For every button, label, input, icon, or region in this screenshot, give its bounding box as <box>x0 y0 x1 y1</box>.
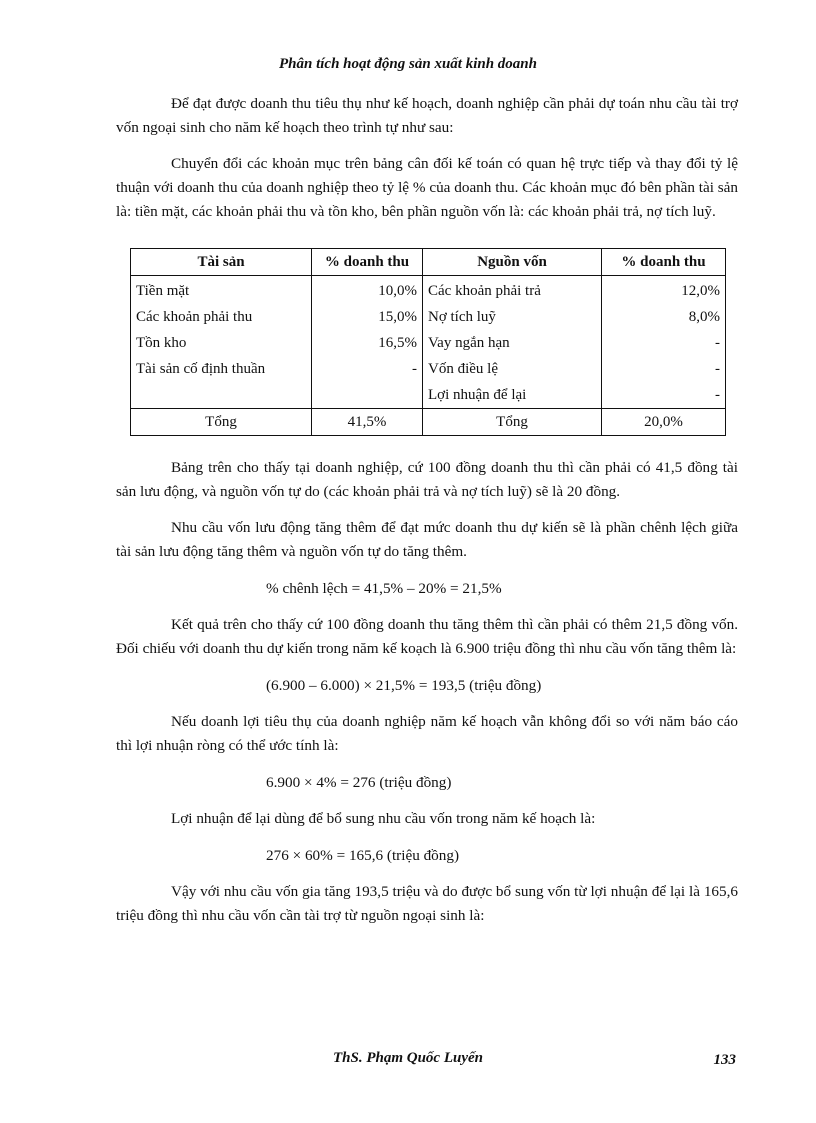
paragraph-retained-earnings: Lợi nhuận để lại dùng để bổ sung nhu cầu vốn trong năm kế hoạch là: <box>171 810 596 827</box>
asset-source-table <box>130 248 726 436</box>
table-row <box>131 356 726 382</box>
asset-name: Tài sản cố định thuần <box>131 356 312 382</box>
source-pct: - <box>602 382 726 409</box>
source-pct: 12,0% <box>602 276 726 305</box>
paragraph-table-summary: Bảng trên cho thấy tại doanh nghiệp, cứ 100 đồng doanh thu thì cần phải có 41,5 đồng tài sản lưu động, và nguồn vốn tự do (các khoản phải trả và nợ tích luỹ) sẽ là 20 đồng. <box>116 459 738 500</box>
table-row <box>131 276 726 305</box>
asset-pct: - <box>312 356 423 382</box>
source-name: Nợ tích luỹ <box>423 304 602 330</box>
page-number: 133 <box>713 1052 736 1068</box>
paragraph-intro: Để đạt được doanh thu tiêu thụ như kế hoạch, doanh nghiệp cần phải dự toán nhu cầu tài trợ vốn ngoại sinh cho năm kế hoạch theo trình tự như sau: <box>116 95 738 136</box>
paragraph-result: Kết quả trên cho thấy cứ 100 đồng doanh thu tăng thêm thì cần phải có thêm 21,5 đồng vốn. Đối chiếu với doanh thu dự kiến trong năm kế koạch là 6.900 triệu đồng thì nhu cầu vốn tăng thêm là: <box>116 616 738 657</box>
asset-name: Tiền mặt <box>131 276 312 305</box>
formula-difference: % chênh lệch = 41,5% – 20% = 21,5% <box>266 580 502 597</box>
asset-name <box>131 382 312 409</box>
page-body <box>116 92 738 928</box>
total-asset-label: Tổng <box>131 409 312 436</box>
formula-capital-increase: (6.900 – 6.000) × 21,5% = 193,5 (triệu đồng) <box>266 677 542 694</box>
source-name: Các khoản phải trả <box>423 276 602 305</box>
header-assets: Tài sản <box>131 249 312 276</box>
asset-pct: 16,5% <box>312 330 423 356</box>
table-row <box>131 330 726 356</box>
running-header: Phân tích hoạt động sản xuất kinh doanh <box>278 56 537 72</box>
header-asset-pct: % doanh thu <box>312 249 423 276</box>
source-name: Vốn điều lệ <box>423 356 602 382</box>
paragraph-working-capital: Nhu cầu vốn lưu động tăng thêm để đạt mức doanh thu dự kiến sẽ là phần chênh lệch giữa tài sản lưu động tăng thêm và nguồn vốn tự do tăng thêm. <box>116 519 738 560</box>
header-source-pct: % doanh thu <box>602 249 726 276</box>
asset-pct: 15,0% <box>312 304 423 330</box>
header-sources: Nguồn vốn <box>423 249 602 276</box>
source-name: Lợi nhuận để lại <box>423 382 602 409</box>
asset-pct: 10,0% <box>312 276 423 305</box>
table-row <box>131 304 726 330</box>
table-total-row <box>131 409 726 436</box>
paragraph-external-financing: Vậy với nhu cầu vốn gia tăng 193,5 triệu và do được bổ sung vốn từ lợi nhuận để lại là 165,6 triệu đồng thì nhu cầu vốn cần tài trợ từ nguồn ngoại sinh là: <box>116 883 738 924</box>
source-name: Vay ngắn hạn <box>423 330 602 356</box>
total-source-pct: 20,0% <box>602 409 726 436</box>
table-header-row <box>131 249 726 276</box>
total-asset-pct: 41,5% <box>312 409 423 436</box>
formula-net-profit: 6.900 × 4% = 276 (triệu đồng) <box>266 774 452 791</box>
asset-pct <box>312 382 423 409</box>
footer-author: ThS. Phạm Quốc Luyến <box>332 1050 483 1066</box>
asset-name: Các khoản phải thu <box>131 304 312 330</box>
asset-name: Tồn kho <box>131 330 312 356</box>
paragraph-profit-estimate: Nếu doanh lợi tiêu thụ của doanh nghiệp năm kế hoạch vẫn không đổi so với năm báo cáo thì lợi nhuận ròng có thể ước tính là: <box>116 713 738 754</box>
formula-retained-earnings: 276 × 60% = 165,6 (triệu đồng) <box>266 847 460 864</box>
total-source-label: Tổng <box>423 409 602 436</box>
paragraph-conversion: Chuyển đổi các khoản mục trên bảng cân đối kế toán có quan hệ trực tiếp và thay đổi tỷ lệ thuận với doanh thu của doanh nghiệp theo tỷ lệ % của doanh thu. Các khoản mục đó bên phần tài sản là: tiền mặt, các khoản phải thu và tồn kho, bên phần nguồn vốn là: các khoản phải trả, nợ tích luỹ. <box>116 155 738 220</box>
source-pct: - <box>602 356 726 382</box>
source-pct: 8,0% <box>602 304 726 330</box>
table-row <box>131 382 726 409</box>
source-pct: - <box>602 330 726 356</box>
